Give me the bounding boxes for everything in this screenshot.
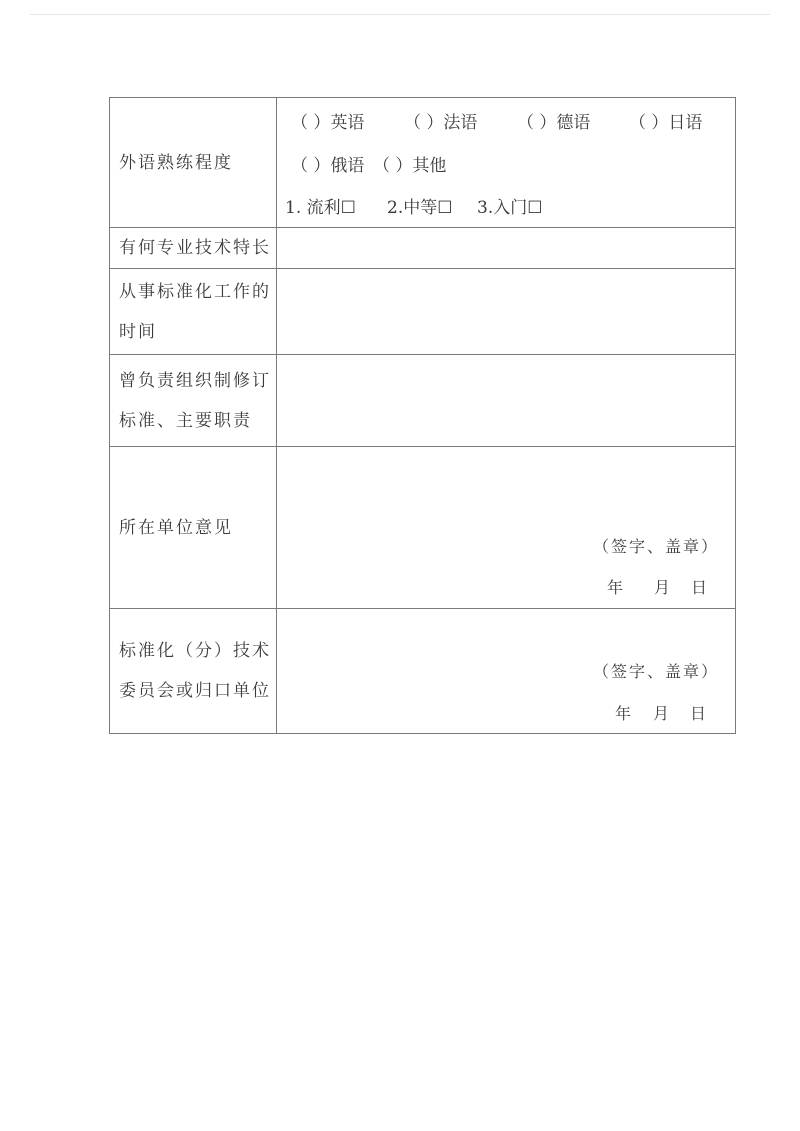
option-japanese[interactable]: （ ）日语 bbox=[629, 113, 703, 133]
label-technical-committee: 标准化（分）技术 委员会或归口单位 bbox=[110, 609, 277, 734]
date-day: 日 bbox=[691, 578, 708, 597]
standardization-time-input-cell[interactable] bbox=[277, 269, 736, 355]
date-month: 月 bbox=[654, 578, 671, 597]
date-line bbox=[277, 575, 735, 595]
signature-stamp-note: （签字、盖章） bbox=[592, 537, 719, 556]
form-row-specialty bbox=[110, 228, 736, 269]
date-day: 日 bbox=[690, 704, 707, 723]
date-year: 年 bbox=[615, 704, 632, 723]
option-french[interactable]: （ ）法语 bbox=[404, 113, 478, 133]
standards-duties-input-cell[interactable] bbox=[277, 355, 736, 447]
form-row-technical-committee bbox=[110, 609, 736, 734]
option-german[interactable]: （ ）德语 bbox=[517, 113, 591, 133]
date-line bbox=[277, 701, 735, 721]
application-form-table bbox=[109, 97, 736, 734]
option-other[interactable]: （ ）其他 bbox=[373, 156, 447, 176]
employer-opinion-cell[interactable] bbox=[277, 447, 736, 609]
option-english[interactable]: （ ）英语 bbox=[291, 113, 365, 133]
form-row-standards-duties bbox=[110, 355, 736, 447]
form-row-employer-opinion bbox=[110, 447, 736, 609]
level-beginner[interactable]: 3.入门☐ bbox=[477, 198, 543, 218]
scan-artifact bbox=[30, 14, 770, 15]
option-russian[interactable]: （ ）俄语 bbox=[291, 156, 365, 176]
label-language-proficiency: 外语熟练程度 bbox=[110, 98, 277, 228]
technical-committee-cell[interactable] bbox=[277, 609, 736, 734]
label-standardization-time: 从事标准化工作的 时间 bbox=[110, 269, 277, 355]
level-intermediate[interactable]: 2.中等☐ bbox=[387, 198, 453, 218]
form-row-standardization-time bbox=[110, 269, 736, 355]
label-standards-duties: 曾负责组织制修订 标准、主要职责 bbox=[110, 355, 277, 447]
date-month: 月 bbox=[653, 704, 670, 723]
level-fluent[interactable]: 1. 流利☐ bbox=[285, 198, 356, 218]
label-employer-opinion: 所在单位意见 bbox=[110, 447, 277, 609]
signature-stamp-note: （签字、盖章） bbox=[592, 662, 719, 681]
form-row-language bbox=[110, 98, 736, 228]
specialty-input-cell[interactable] bbox=[277, 228, 736, 269]
date-year: 年 bbox=[607, 578, 624, 597]
language-options-cell bbox=[277, 98, 736, 228]
label-specialty: 有何专业技术特长 bbox=[110, 228, 277, 269]
